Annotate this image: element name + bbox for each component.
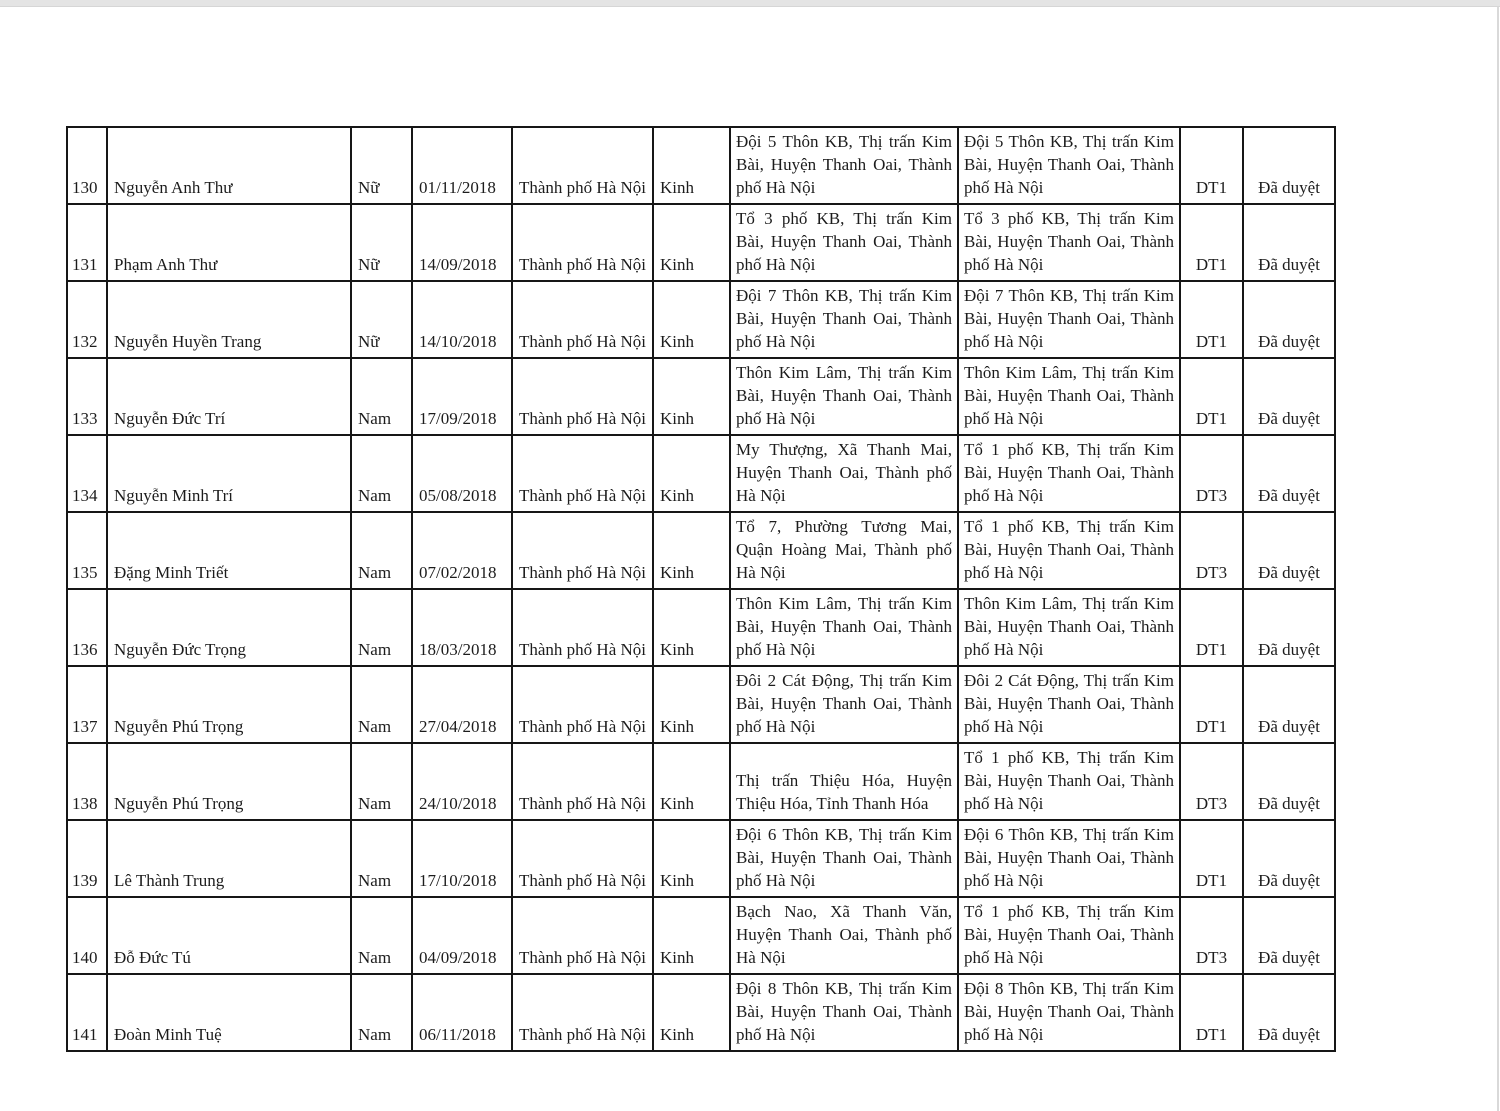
cell-address-current: Tổ 1 phố KB, Thị trấn Kim Bài, Huyện Thanh Oai, Thành phố Hà Nội	[958, 512, 1180, 589]
cell-ethnicity: Kinh	[653, 820, 730, 897]
cell-address-current: Tổ 3 phố KB, Thị trấn Kim Bài, Huyện Thanh Oai, Thành phố Hà Nội	[958, 204, 1180, 281]
cell-dt-code: DT1	[1180, 281, 1243, 358]
cell-ethnicity: Kinh	[653, 974, 730, 1051]
cell-full-name: Nguyễn Minh Trí	[107, 435, 351, 512]
cell-full-name: Nguyễn Huyền Trang	[107, 281, 351, 358]
cell-date: 05/08/2018	[412, 435, 512, 512]
cell-city: Thành phố Hà Nội	[512, 666, 653, 743]
cell-full-name: Nguyễn Đức Trọng	[107, 589, 351, 666]
cell-ethnicity: Kinh	[653, 127, 730, 204]
cell-address-permanent: My Thượng, Xã Thanh Mai, Huyện Thanh Oai, Thành phố Hà Nội	[730, 435, 958, 512]
cell-date: 01/11/2018	[412, 127, 512, 204]
cell-date: 14/09/2018	[412, 204, 512, 281]
cell-dt-code: DT3	[1180, 743, 1243, 820]
cell-ethnicity: Kinh	[653, 743, 730, 820]
cell-gender: Nam	[351, 974, 412, 1051]
cell-address-permanent: Thôn Kim Lâm, Thị trấn Kim Bài, Huyện Thanh Oai, Thành phố Hà Nội	[730, 589, 958, 666]
table-row	[67, 512, 1335, 589]
cell-full-name: Nguyễn Phú Trọng	[107, 743, 351, 820]
cell-dt-code: DT1	[1180, 666, 1243, 743]
cell-date: 14/10/2018	[412, 281, 512, 358]
cell-row-number: 131	[67, 204, 107, 281]
cell-address-permanent: Đội 6 Thôn KB, Thị trấn Kim Bài, Huyện Thanh Oai, Thành phố Hà Nội	[730, 820, 958, 897]
cell-address-permanent: Tổ 3 phố KB, Thị trấn Kim Bài, Huyện Thanh Oai, Thành phố Hà Nội	[730, 204, 958, 281]
cell-address-current: Thôn Kim Lâm, Thị trấn Kim Bài, Huyện Thanh Oai, Thành phố Hà Nội	[958, 358, 1180, 435]
cell-full-name: Nguyễn Anh Thư	[107, 127, 351, 204]
cell-gender: Nữ	[351, 204, 412, 281]
table-row	[67, 666, 1335, 743]
cell-row-number: 141	[67, 974, 107, 1051]
table-row	[67, 281, 1335, 358]
cell-address-permanent: Thôn Kim Lâm, Thị trấn Kim Bài, Huyện Thanh Oai, Thành phố Hà Nội	[730, 358, 958, 435]
cell-address-permanent: Đội 5 Thôn KB, Thị trấn Kim Bài, Huyện Thanh Oai, Thành phố Hà Nội	[730, 127, 958, 204]
cell-gender: Nam	[351, 435, 412, 512]
cell-city: Thành phố Hà Nội	[512, 820, 653, 897]
cell-ethnicity: Kinh	[653, 589, 730, 666]
cell-gender: Nam	[351, 820, 412, 897]
scrollbar-track[interactable]	[1497, 7, 1499, 1111]
cell-address-permanent: Tổ 7, Phường Tương Mai, Quận Hoàng Mai, Thành phố Hà Nội	[730, 512, 958, 589]
cell-gender: Nam	[351, 358, 412, 435]
cell-row-number: 134	[67, 435, 107, 512]
cell-date: 24/10/2018	[412, 743, 512, 820]
cell-status: Đã duyệt	[1243, 666, 1335, 743]
cell-address-current: Đội 7 Thôn KB, Thị trấn Kim Bài, Huyện Thanh Oai, Thành phố Hà Nội	[958, 281, 1180, 358]
cell-full-name: Lê Thành Trung	[107, 820, 351, 897]
page-top-edge	[0, 0, 1500, 7]
cell-address-current: Đội 8 Thôn KB, Thị trấn Kim Bài, Huyện Thanh Oai, Thành phố Hà Nội	[958, 974, 1180, 1051]
cell-row-number: 133	[67, 358, 107, 435]
cell-status: Đã duyệt	[1243, 435, 1335, 512]
cell-row-number: 140	[67, 897, 107, 974]
cell-full-name: Đặng Minh Triết	[107, 512, 351, 589]
cell-gender: Nam	[351, 512, 412, 589]
cell-row-number: 138	[67, 743, 107, 820]
cell-dt-code: DT3	[1180, 435, 1243, 512]
cell-address-current: Đôi 2 Cát Động, Thị trấn Kim Bài, Huyện Thanh Oai, Thành phố Hà Nội	[958, 666, 1180, 743]
cell-date: 18/03/2018	[412, 589, 512, 666]
cell-full-name: Đỗ Đức Tú	[107, 897, 351, 974]
cell-full-name: Nguyễn Đức Trí	[107, 358, 351, 435]
cell-row-number: 130	[67, 127, 107, 204]
cell-full-name: Đoàn Minh Tuệ	[107, 974, 351, 1051]
cell-city: Thành phố Hà Nội	[512, 127, 653, 204]
cell-date: 06/11/2018	[412, 974, 512, 1051]
cell-status: Đã duyệt	[1243, 127, 1335, 204]
cell-status: Đã duyệt	[1243, 897, 1335, 974]
cell-dt-code: DT1	[1180, 127, 1243, 204]
table-row	[67, 204, 1335, 281]
cell-address-current: Tổ 1 phố KB, Thị trấn Kim Bài, Huyện Thanh Oai, Thành phố Hà Nội	[958, 435, 1180, 512]
cell-status: Đã duyệt	[1243, 358, 1335, 435]
cell-dt-code: DT1	[1180, 820, 1243, 897]
cell-gender: Nữ	[351, 281, 412, 358]
cell-address-permanent: Đội 8 Thôn KB, Thị trấn Kim Bài, Huyện Thanh Oai, Thành phố Hà Nội	[730, 974, 958, 1051]
cell-row-number: 132	[67, 281, 107, 358]
cell-address-current: Đội 6 Thôn KB, Thị trấn Kim Bài, Huyện Thanh Oai, Thành phố Hà Nội	[958, 820, 1180, 897]
cell-ethnicity: Kinh	[653, 435, 730, 512]
cell-gender: Nam	[351, 743, 412, 820]
cell-status: Đã duyệt	[1243, 512, 1335, 589]
cell-status: Đã duyệt	[1243, 820, 1335, 897]
cell-address-current: Tổ 1 phố KB, Thị trấn Kim Bài, Huyện Thanh Oai, Thành phố Hà Nội	[958, 743, 1180, 820]
cell-city: Thành phố Hà Nội	[512, 281, 653, 358]
cell-city: Thành phố Hà Nội	[512, 512, 653, 589]
cell-city: Thành phố Hà Nội	[512, 589, 653, 666]
cell-ethnicity: Kinh	[653, 666, 730, 743]
cell-city: Thành phố Hà Nội	[512, 204, 653, 281]
cell-dt-code: DT1	[1180, 204, 1243, 281]
cell-date: 17/10/2018	[412, 820, 512, 897]
cell-city: Thành phố Hà Nội	[512, 974, 653, 1051]
cell-dt-code: DT3	[1180, 897, 1243, 974]
table-row	[67, 358, 1335, 435]
cell-status: Đã duyệt	[1243, 974, 1335, 1051]
table-row	[67, 435, 1335, 512]
cell-city: Thành phố Hà Nội	[512, 358, 653, 435]
cell-ethnicity: Kinh	[653, 897, 730, 974]
cell-date: 27/04/2018	[412, 666, 512, 743]
cell-row-number: 135	[67, 512, 107, 589]
cell-dt-code: DT1	[1180, 589, 1243, 666]
cell-status: Đã duyệt	[1243, 589, 1335, 666]
cell-gender: Nam	[351, 897, 412, 974]
cell-date: 07/02/2018	[412, 512, 512, 589]
records-table	[66, 126, 1336, 1052]
cell-row-number: 136	[67, 589, 107, 666]
cell-address-current: Đội 5 Thôn KB, Thị trấn Kim Bài, Huyện Thanh Oai, Thành phố Hà Nội	[958, 127, 1180, 204]
table-row	[67, 127, 1335, 204]
cell-full-name: Phạm Anh Thư	[107, 204, 351, 281]
table-row	[67, 589, 1335, 666]
cell-dt-code: DT1	[1180, 358, 1243, 435]
cell-gender: Nam	[351, 666, 412, 743]
table-row	[67, 974, 1335, 1051]
cell-ethnicity: Kinh	[653, 281, 730, 358]
cell-gender: Nam	[351, 589, 412, 666]
table-row	[67, 743, 1335, 820]
cell-city: Thành phố Hà Nội	[512, 743, 653, 820]
table-row	[67, 820, 1335, 897]
cell-address-permanent: Đôi 2 Cát Động, Thị trấn Kim Bài, Huyện Thanh Oai, Thành phố Hà Nội	[730, 666, 958, 743]
cell-date: 17/09/2018	[412, 358, 512, 435]
cell-address-permanent: Thị trấn Thiệu Hóa, Huyện Thiệu Hóa, Tỉnh Thanh Hóa	[730, 743, 958, 820]
cell-city: Thành phố Hà Nội	[512, 897, 653, 974]
cell-status: Đã duyệt	[1243, 743, 1335, 820]
cell-row-number: 137	[67, 666, 107, 743]
cell-address-current: Tổ 1 phố KB, Thị trấn Kim Bài, Huyện Thanh Oai, Thành phố Hà Nội	[958, 897, 1180, 974]
table-row	[67, 897, 1335, 974]
cell-ethnicity: Kinh	[653, 358, 730, 435]
cell-address-permanent: Đội 7 Thôn KB, Thị trấn Kim Bài, Huyện Thanh Oai, Thành phố Hà Nội	[730, 281, 958, 358]
cell-status: Đã duyệt	[1243, 281, 1335, 358]
cell-address-permanent: Bạch Nao, Xã Thanh Văn, Huyện Thanh Oai, Thành phố Hà Nội	[730, 897, 958, 974]
cell-city: Thành phố Hà Nội	[512, 435, 653, 512]
cell-ethnicity: Kinh	[653, 512, 730, 589]
table-body	[67, 127, 1335, 1051]
cell-ethnicity: Kinh	[653, 204, 730, 281]
cell-full-name: Nguyễn Phú Trọng	[107, 666, 351, 743]
cell-dt-code: DT1	[1180, 974, 1243, 1051]
cell-row-number: 139	[67, 820, 107, 897]
cell-status: Đã duyệt	[1243, 204, 1335, 281]
cell-address-current: Thôn Kim Lâm, Thị trấn Kim Bài, Huyện Thanh Oai, Thành phố Hà Nội	[958, 589, 1180, 666]
cell-date: 04/09/2018	[412, 897, 512, 974]
cell-gender: Nữ	[351, 127, 412, 204]
cell-dt-code: DT3	[1180, 512, 1243, 589]
